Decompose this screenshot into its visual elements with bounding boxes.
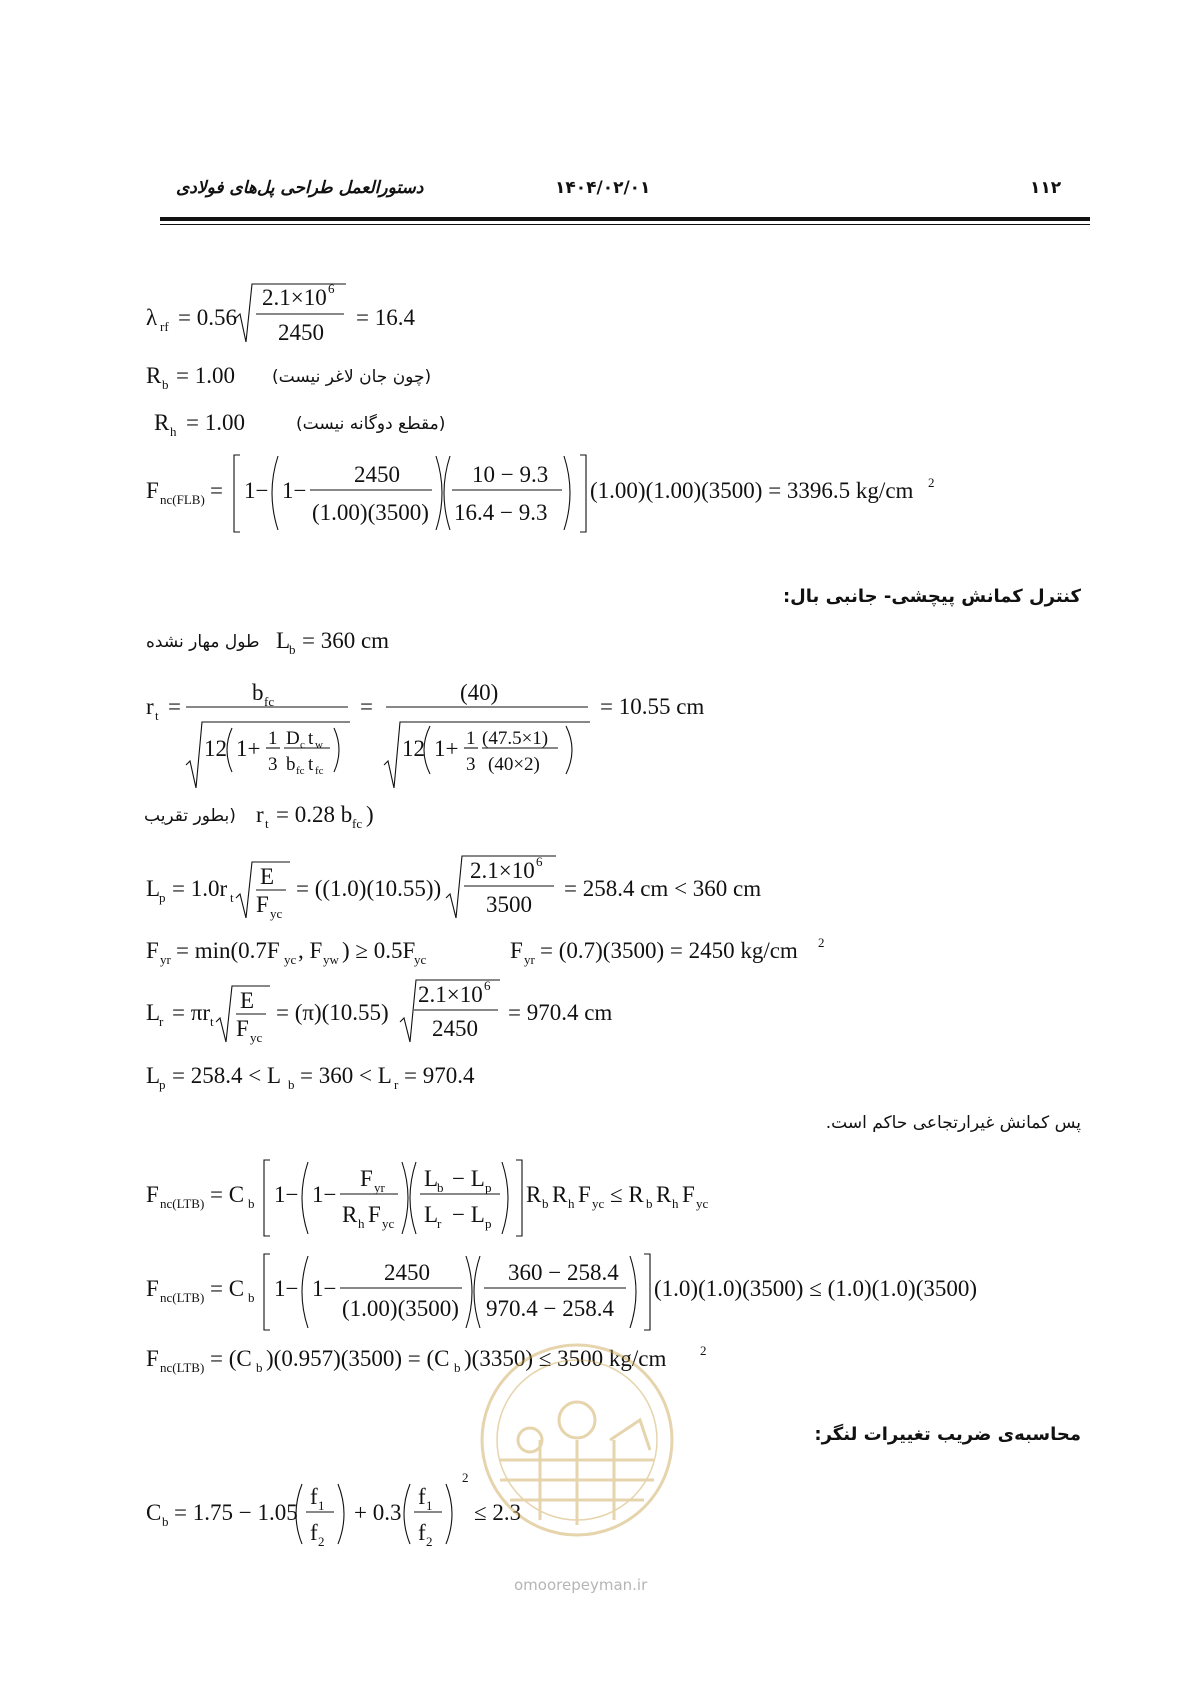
ltb-heading: کنترل کمانش پیچشی- جانبی بال: <box>782 586 1081 607</box>
svg-text:yw: yw <box>323 952 339 967</box>
svg-text:1−: 1− <box>274 1276 299 1301</box>
svg-text:F: F <box>146 478 159 503</box>
svg-text:r: r <box>146 694 154 719</box>
svg-text:r: r <box>256 802 264 827</box>
svg-text:2: 2 <box>318 1534 325 1549</box>
svg-text:yc: yc <box>592 1196 605 1211</box>
svg-text:b: b <box>646 1196 653 1211</box>
svg-text:h: h <box>672 1196 679 1211</box>
svg-text:F: F <box>368 1202 381 1227</box>
svg-text:2: 2 <box>426 1534 433 1549</box>
svg-text:6: 6 <box>484 978 491 993</box>
svg-text:1: 1 <box>466 728 476 749</box>
svg-text:2450: 2450 <box>384 1260 430 1285</box>
svg-text:1−: 1− <box>282 478 307 503</box>
svg-text:= 16.4: = 16.4 <box>356 305 415 330</box>
svg-text:L: L <box>424 1202 439 1227</box>
svg-text:3: 3 <box>268 754 278 775</box>
eq-rh <box>154 410 245 439</box>
watermark-url: omoorepeyman.ir <box>514 1576 648 1594</box>
svg-text:h: h <box>568 1196 575 1211</box>
eq-fnc-flb <box>146 455 935 532</box>
svg-text:R: R <box>526 1182 542 1207</box>
svg-text:R: R <box>342 1202 358 1227</box>
svg-text:L: L <box>276 628 291 653</box>
eq-ltb-result <box>146 1343 707 1375</box>
svg-text:1: 1 <box>268 728 278 749</box>
rt-approx-label: بطور تقریب <box>144 806 230 826</box>
svg-text:t: t <box>210 1014 214 1029</box>
svg-text:nc(LTB): nc(LTB) <box>160 1196 205 1211</box>
svg-text:yc: yc <box>382 1216 395 1231</box>
svg-text:F: F <box>146 1346 159 1371</box>
svg-text:2.1×10: 2.1×10 <box>418 982 483 1007</box>
svg-text:b: b <box>288 1077 295 1092</box>
svg-text:L: L <box>424 1166 439 1191</box>
svg-text:yr: yr <box>374 1180 385 1195</box>
svg-text:C: C <box>146 1500 162 1525</box>
svg-text:D: D <box>286 728 300 749</box>
svg-text:1−: 1− <box>274 1182 299 1207</box>
svg-text:= 1.0r: = 1.0r <box>172 876 228 901</box>
svg-text:R: R <box>656 1182 672 1207</box>
svg-text:1+: 1+ <box>434 736 459 761</box>
svg-text:)(0.957)(3500) = (C: )(0.957)(3500) = (C <box>266 1346 450 1371</box>
svg-text:fc: fc <box>352 816 363 831</box>
svg-text:6: 6 <box>536 854 543 869</box>
svg-text:)(3350) ≤ 3500 kg/cm: )(3350) ≤ 3500 kg/cm <box>464 1346 667 1371</box>
svg-text:b: b <box>248 1196 255 1211</box>
svg-text:16.4 − 9.3: 16.4 − 9.3 <box>454 500 548 525</box>
svg-text:(40×2): (40×2) <box>488 754 540 775</box>
svg-text:f: f <box>310 1484 318 1509</box>
svg-text:6: 6 <box>328 281 335 296</box>
cb-heading: محاسبه‌ی ضریب تغییرات لنگر: <box>814 1424 1081 1445</box>
svg-text:2450: 2450 <box>354 462 400 487</box>
svg-text:f: f <box>418 1484 426 1509</box>
svg-text:= 10.55 cm: = 10.55 cm <box>600 694 705 719</box>
svg-text:R: R <box>552 1182 568 1207</box>
svg-text:r: r <box>159 1014 164 1029</box>
svg-text:= 258.4 cm < 360 cm: = 258.4 cm < 360 cm <box>564 876 762 901</box>
svg-text:F: F <box>146 1182 159 1207</box>
svg-text:nc(LTB): nc(LTB) <box>160 1290 205 1305</box>
svg-text:2.1×10: 2.1×10 <box>470 858 535 883</box>
svg-text:1−: 1− <box>312 1182 337 1207</box>
svg-text:F: F <box>510 938 523 963</box>
eq-lambda-rf-text <box>0 0 1 1</box>
svg-text:b: b <box>437 1180 444 1195</box>
svg-text:b: b <box>454 1360 461 1375</box>
eq-ltb-numeric <box>146 1254 977 1330</box>
svg-text:= 1.00: = 1.00 <box>176 363 235 388</box>
svg-text:w: w <box>315 739 323 751</box>
svg-text:R: R <box>154 410 170 435</box>
svg-text:= (0.7)(3500) = 2450 kg/cm: = (0.7)(3500) = 2450 kg/cm <box>540 938 798 963</box>
rt-approx-paren: ( <box>229 806 236 826</box>
svg-text:E: E <box>240 988 255 1013</box>
eq-rb <box>146 363 235 392</box>
eq-lb <box>276 628 389 657</box>
eq-ltb-general <box>146 1160 709 1236</box>
svg-text:p: p <box>159 890 166 905</box>
eq-lp <box>146 854 761 921</box>
svg-text:t: t <box>308 754 314 775</box>
eq-rt-approx <box>256 802 374 831</box>
svg-text:yc: yc <box>696 1196 709 1211</box>
svg-text:fc: fc <box>264 694 275 709</box>
svg-text:yc: yc <box>270 906 283 921</box>
svg-text:p: p <box>485 1216 492 1231</box>
svg-text:=: = <box>360 694 373 719</box>
svg-text:= (C: = (C <box>210 1346 252 1371</box>
eq-range <box>146 1063 475 1092</box>
svg-text:1: 1 <box>426 1498 433 1513</box>
svg-text:c: c <box>300 739 305 751</box>
svg-text:b: b <box>256 1360 263 1375</box>
svg-text:− L: − L <box>452 1202 485 1227</box>
svg-text:2450: 2450 <box>432 1016 478 1041</box>
svg-text:= 1.75 − 1.05: = 1.75 − 1.05 <box>174 1500 298 1525</box>
svg-text:= (π)(10.55): = (π)(10.55) <box>276 1000 389 1025</box>
svg-text:h: h <box>170 424 177 439</box>
svg-text:=: = <box>168 694 181 719</box>
svg-text:2450: 2450 <box>278 320 324 345</box>
svg-text:t: t <box>265 816 269 831</box>
svg-text:h: h <box>358 1216 365 1231</box>
svg-text:f: f <box>418 1520 426 1545</box>
svg-text:, F: , F <box>298 938 323 963</box>
svg-text:970.4 − 258.4: 970.4 − 258.4 <box>486 1296 614 1321</box>
inelastic-note: پس کمانش غیرارتجاعی حاکم است. <box>825 1113 1081 1133</box>
svg-text:= ((1.0)(10.55)): = ((1.0)(10.55)) <box>296 876 442 901</box>
svg-text:b: b <box>289 642 296 657</box>
svg-text:2: 2 <box>818 935 825 950</box>
svg-text:(40): (40) <box>460 680 499 705</box>
svg-text:2: 2 <box>462 1470 469 1485</box>
svg-text:F: F <box>682 1182 695 1207</box>
svg-text:p: p <box>485 1180 492 1195</box>
svg-text:b: b <box>252 680 264 705</box>
svg-text:2: 2 <box>928 475 935 490</box>
svg-text:yc: yc <box>414 952 427 967</box>
svg-text:= 360 < L: = 360 < L <box>300 1063 392 1088</box>
svg-text:fc: fc <box>315 765 324 777</box>
eq-lr <box>146 978 612 1045</box>
svg-text:E: E <box>260 864 275 889</box>
svg-text:F: F <box>360 1166 373 1191</box>
svg-text:1−: 1− <box>244 478 269 503</box>
svg-text:r: r <box>394 1077 399 1092</box>
svg-text:R: R <box>146 363 162 388</box>
svg-text:b: b <box>286 754 296 775</box>
svg-text:f: f <box>310 1520 318 1545</box>
svg-text:= min(0.7F: = min(0.7F <box>176 938 280 963</box>
svg-text:= 258.4 < L: = 258.4 < L <box>172 1063 281 1088</box>
svg-text:= 0.56: = 0.56 <box>178 305 237 330</box>
eq-fyr <box>146 935 825 967</box>
svg-text:= πr: = πr <box>172 1000 210 1025</box>
eq-lambda-rf <box>146 281 415 345</box>
svg-text:2: 2 <box>700 1343 707 1358</box>
svg-text:L: L <box>146 876 161 901</box>
svg-text:b: b <box>248 1290 255 1305</box>
svg-text:= 970.4 cm: = 970.4 cm <box>508 1000 613 1025</box>
svg-text:t: t <box>308 728 314 749</box>
header-title: دستورالعمل طراحی پل‌های فولادی <box>176 178 424 198</box>
svg-text:= 360 cm: = 360 cm <box>302 628 390 653</box>
svg-text:(1.0)(1.0)(3500) ≤ (1.0)(1.0)(: (1.0)(1.0)(3500) ≤ (1.0)(1.0)(3500) <box>654 1276 978 1301</box>
svg-text:nc(LTB): nc(LTB) <box>160 1360 205 1375</box>
svg-text:= 970.4: = 970.4 <box>404 1063 475 1088</box>
svg-text:(47.5×1): (47.5×1) <box>482 728 549 749</box>
svg-text:b: b <box>542 1196 549 1211</box>
svg-text:t: t <box>155 708 159 723</box>
svg-text:yc: yc <box>284 952 297 967</box>
svg-text:(1.00)(3500): (1.00)(3500) <box>312 500 429 525</box>
svg-text:=: = <box>210 478 223 503</box>
svg-text:r: r <box>437 1216 442 1231</box>
rb-note: (چون جان لاغر نیست) <box>272 367 432 387</box>
svg-text:fc: fc <box>296 765 305 777</box>
svg-text:L: L <box>146 1063 161 1088</box>
rt-approx-note <box>144 806 236 826</box>
svg-text:= 0.28 b: = 0.28 b <box>276 802 353 827</box>
lb-note: طول مهار نشده <box>146 632 260 652</box>
svg-text:1+: 1+ <box>236 736 261 761</box>
svg-text:yr: yr <box>160 952 171 967</box>
svg-text:t: t <box>230 890 234 905</box>
svg-text:F: F <box>236 1016 249 1041</box>
svg-text:3500: 3500 <box>486 892 532 917</box>
svg-text:F: F <box>146 938 159 963</box>
svg-text:+ 0.3: + 0.3 <box>354 1500 402 1525</box>
svg-text:rf: rf <box>160 319 169 334</box>
svg-text:360 − 258.4: 360 − 258.4 <box>508 1260 619 1285</box>
rh-note: (مقطع دوگانه نیست) <box>296 414 446 434</box>
header-date: ۱۴۰۴/۰۲/۰۱ <box>555 178 651 198</box>
eq-rt <box>146 680 704 788</box>
svg-text:L: L <box>146 1000 161 1025</box>
svg-text:F: F <box>146 1276 159 1301</box>
svg-text:= 1.00: = 1.00 <box>186 410 245 435</box>
svg-text:12: 12 <box>204 736 227 761</box>
watermark-seal <box>482 1345 672 1535</box>
svg-text:3: 3 <box>466 754 476 775</box>
svg-text:≤ R: ≤ R <box>610 1182 644 1207</box>
svg-text:= C: = C <box>210 1276 245 1301</box>
svg-text:) ≥ 0.5F: ) ≥ 0.5F <box>342 938 416 963</box>
svg-text:12: 12 <box>402 736 425 761</box>
svg-text:b: b <box>162 1514 169 1529</box>
svg-text:yc: yc <box>250 1030 263 1045</box>
svg-text:yr: yr <box>524 952 535 967</box>
svg-text:): ) <box>366 802 374 827</box>
svg-text:2.1×10: 2.1×10 <box>262 285 327 310</box>
svg-text:p: p <box>159 1077 166 1092</box>
svg-text:= C: = C <box>210 1182 245 1207</box>
svg-text:λ: λ <box>146 305 158 330</box>
svg-text:1: 1 <box>318 1498 325 1513</box>
svg-text:F: F <box>578 1182 591 1207</box>
svg-text:nc(FLB): nc(FLB) <box>160 492 205 507</box>
svg-text:− L: − L <box>452 1166 485 1191</box>
page-number: ۱۱۲ <box>1030 178 1062 198</box>
svg-text:b: b <box>162 377 169 392</box>
svg-text:(1.00)(1.00)(3500) = 3396.5 kg: (1.00)(1.00)(3500) = 3396.5 kg/cm <box>590 478 914 503</box>
eq-cb <box>146 1470 521 1549</box>
svg-text:≤ 2.3: ≤ 2.3 <box>474 1500 522 1525</box>
svg-text:1−: 1− <box>312 1276 337 1301</box>
svg-text:(1.00)(3500): (1.00)(3500) <box>342 1296 459 1321</box>
svg-text:F: F <box>256 892 269 917</box>
svg-text:10 − 9.3: 10 − 9.3 <box>472 462 549 487</box>
